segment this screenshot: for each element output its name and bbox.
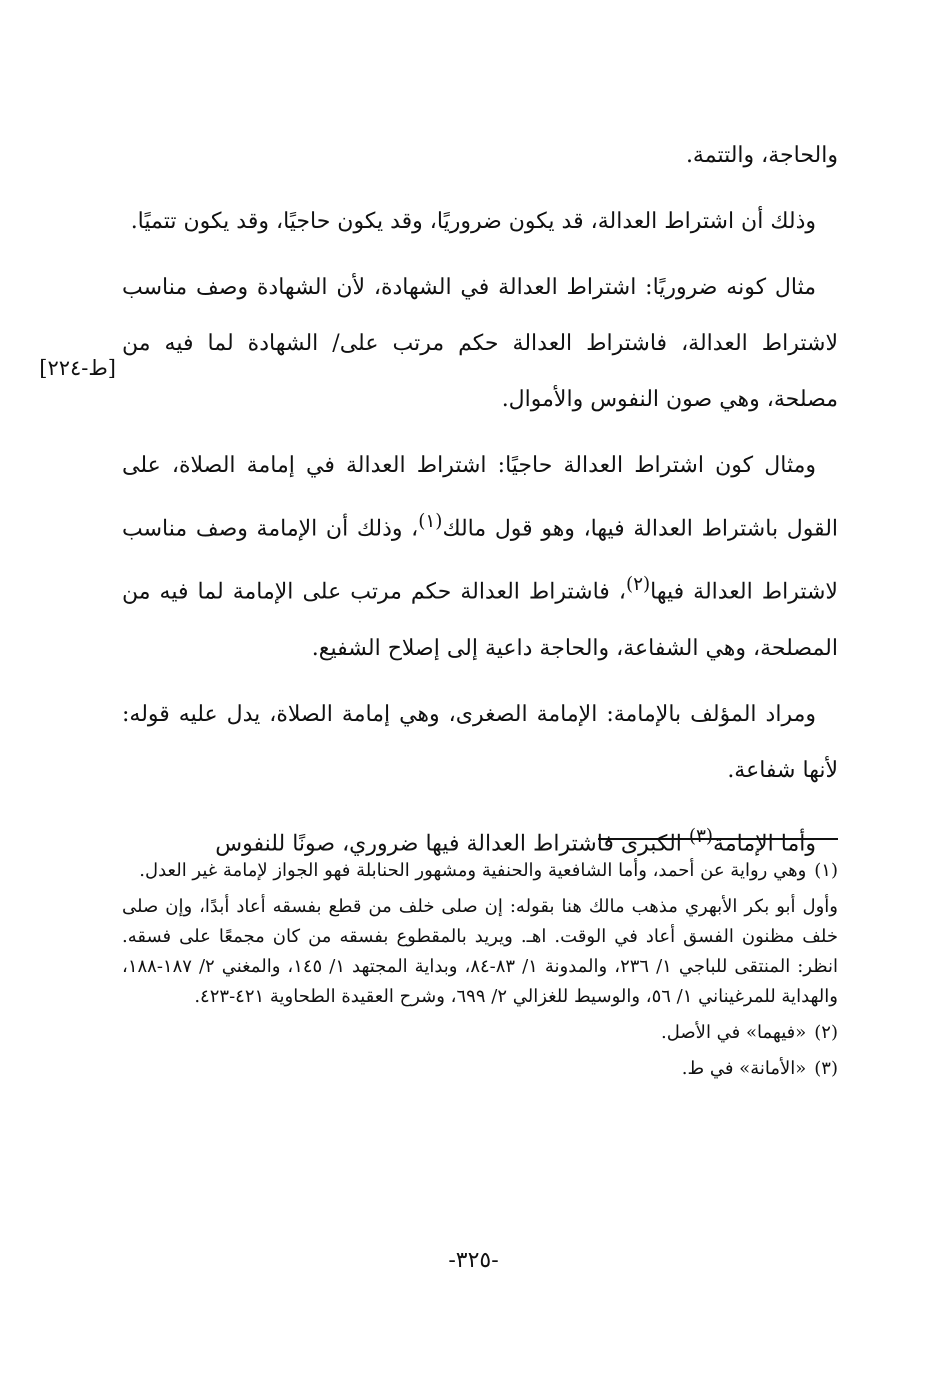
footnote-ref-2: (٢) bbox=[625, 574, 651, 596]
footnote-ref-3: (٣) bbox=[688, 825, 714, 847]
footnote-1 bbox=[122, 856, 838, 886]
paragraph-2: وذلك أن اشتراط العدالة، قد يكون ضروريًا، وقد يكون حاجيًا، وقد يكون تتميًا. bbox=[130, 209, 816, 234]
footnote-3-number: (٣) bbox=[814, 1058, 838, 1079]
paragraph-5: ومراد المؤلف بالإمامة: الإمامة الصغرى، وهي إمامة الصلاة، يدل عليه قوله: لأنها شفاعة. bbox=[122, 701, 838, 783]
paragraph-6-part-b: الكبرى فاشتراط العدالة فيها ضروري، صونًا للنفوس bbox=[215, 830, 689, 856]
footnote-1-number: (١) bbox=[814, 860, 838, 881]
footnote-2-text: «فيهما» في الأصل. bbox=[661, 1022, 807, 1043]
footnote-ref-1: (١) bbox=[418, 511, 443, 532]
margin-page-reference: [ط-٢٢٤] bbox=[39, 356, 116, 380]
page-number: -٣٢٥- bbox=[448, 1248, 499, 1273]
footnote-separator bbox=[598, 838, 838, 840]
footnote-1-text: وهي رواية عن أحمد، وأما الشافعية والحنفية ومشهور الحنابلة فهو الجواز لإمامة غير العدل. bbox=[139, 860, 807, 881]
paragraph-4-part-a: ومثال كون اشتراط العدالة حاجيًا: اشتراط العدالة في إمامة الصلاة، على القول باشتراط العدالة فيها، وهو قول مالك bbox=[122, 453, 839, 542]
main-text-block bbox=[122, 128, 838, 882]
footnotes-block bbox=[122, 856, 838, 1090]
paragraph-3: مثال كونه ضروريًا: اشتراط العدالة في الشهادة، لأن الشهادة وصف مناسب لاشتراط العدالة، فاشتراط العدالة حكم مرتب على/ الشهادة لما فيه من مصلحة، وهي صون النفوس والأموال. bbox=[122, 275, 838, 412]
paragraph-6-part-a: وأما الإمامة bbox=[713, 830, 816, 856]
footnote-3 bbox=[122, 1054, 838, 1084]
footnote-2 bbox=[122, 1018, 838, 1048]
footnote-1-continuation: وأول أبو بكر الأبهري مذهب مالك هنا بقوله: إن صلى خلف من قطع بفسقه أعاد أبدًا، وإن صلى خلف مظنون الفسق أعاد في الوقت. اهـ. ويريد بالمقطوع بفسقه من كان مجمعًا على فسقه. انظر: المنتقى للباجي ١/ ٢٣٦، والمدونة ١/ ٨٣-٨٤، وبداية المجتهد ١/ ١٤٥، والمغني ٢/ ١٨٧-١٨٨، والهداية للمرغيناني ١/ ٥٦، والوسيط للغزالي ٢/ ٦٩٩، وشرح العقيدة الطحاوية ٤٢١-٤٢٣. bbox=[122, 896, 838, 1007]
paragraph-1: والحاجة، والتتمة. bbox=[685, 143, 838, 168]
paragraph-4-part-c: ، فاشتراط العدالة حكم مرتب على الإمامة لما فيه من المصلحة، وهي الشفاعة، والحاجة داعية إلى إصلاح الشفيع. bbox=[122, 579, 838, 661]
footnote-3-text: «الأمانة» في ط. bbox=[681, 1058, 807, 1079]
paragraph-4-part-b: ، وذلك أن الإمامة وصف مناسب لاشتراط العدالة فيها bbox=[122, 516, 838, 605]
footnote-2-number: (٢) bbox=[814, 1022, 838, 1043]
paragraph-4 bbox=[122, 438, 838, 677]
